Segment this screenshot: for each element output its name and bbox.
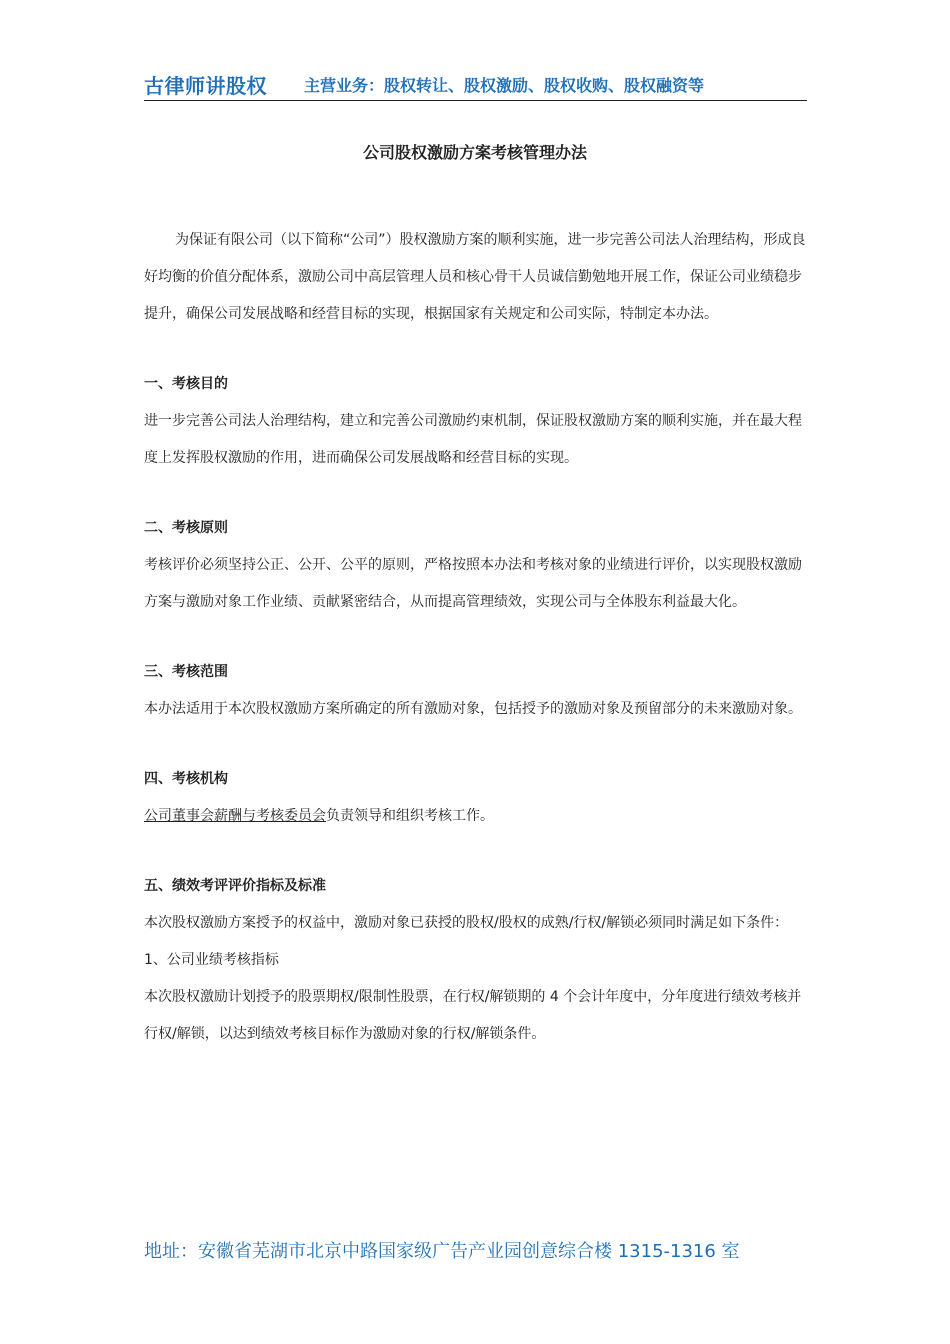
section-body-principles: 考核评价必须坚持公正、公开、公平的原则，严格按照本办法和考核对象的业绩进行评价，以实现股权激励方案与激励对象工作业绩、贡献紧密结合，从而提高管理绩效，实现公司与全体股东利益最大化。 — [144, 557, 802, 610]
section-heading-scope: 三、考核范围 — [144, 664, 228, 680]
business-scope: 主营业务：股权转让、股权激励、股权收购、股权融资等 — [304, 76, 705, 95]
section-body-scope: 本办法适用于本次股权激励方案所确定的所有激励对象，包括授予的激励对象及预留部分的未来激励对象。 — [144, 701, 802, 717]
subsection-body-company-performance: 本次股权激励计划授予的股票期权/限制性股票，在行权/解锁期的 4 个会计年度中，分年度进行绩效考核并行权/解锁，以达到绩效考核目标作为激励对象的行权/解锁条件。 — [144, 989, 802, 1042]
document-body — [144, 222, 809, 1053]
footer-address: 地址：安徽省芜湖市北京中路国家级广告产业园创意综合楼 1315-1316 室 — [144, 1241, 740, 1262]
section-heading-principles: 二、考核原则 — [144, 520, 228, 536]
section-heading-criteria: 五、绩效考评评价指标及标准 — [144, 878, 326, 894]
section-body-criteria: 本次股权激励方案授予的权益中，激励对象已获授的股权/股权的成熟/行权/解锁必须同时满足如下条件： — [144, 915, 789, 931]
intro-paragraph: 为保证有限公司（以下简称“公司”）股权激励方案的顺利实施，进一步完善公司法人治理结构，形成良好均衡的价值分配体系，激励公司中高层管理人员和核心骨干人员诚信勤勉地开展工作，保证公司业绩稳步提升，确保公司发展战略和经营目标的实现，根据国家有关规定和公司实际，特制定本办法。 — [144, 232, 806, 322]
committee-name: 公司董事会薪酬与考核委员会 — [144, 808, 326, 824]
section-heading-organization: 四、考核机构 — [144, 771, 228, 787]
section-body-organization — [144, 798, 809, 835]
section-heading-purpose: 一、考核目的 — [144, 376, 228, 392]
section-body-organization-rest: 负责领导和组织考核工作。 — [326, 808, 494, 824]
document-title: 公司股权激励方案考核管理办法 — [362, 143, 587, 162]
section-body-purpose: 进一步完善公司法人治理结构，建立和完善公司激励约束机制，保证股权激励方案的顺利实施，并在最大程度上发挥股权激励的作用，进而确保公司发展战略和经营目标的实现。 — [144, 413, 802, 466]
subsection-heading-company-performance: 1、公司业绩考核指标 — [144, 952, 279, 968]
page-header — [144, 68, 807, 101]
brand-name: 古律师讲股权 — [144, 74, 267, 98]
